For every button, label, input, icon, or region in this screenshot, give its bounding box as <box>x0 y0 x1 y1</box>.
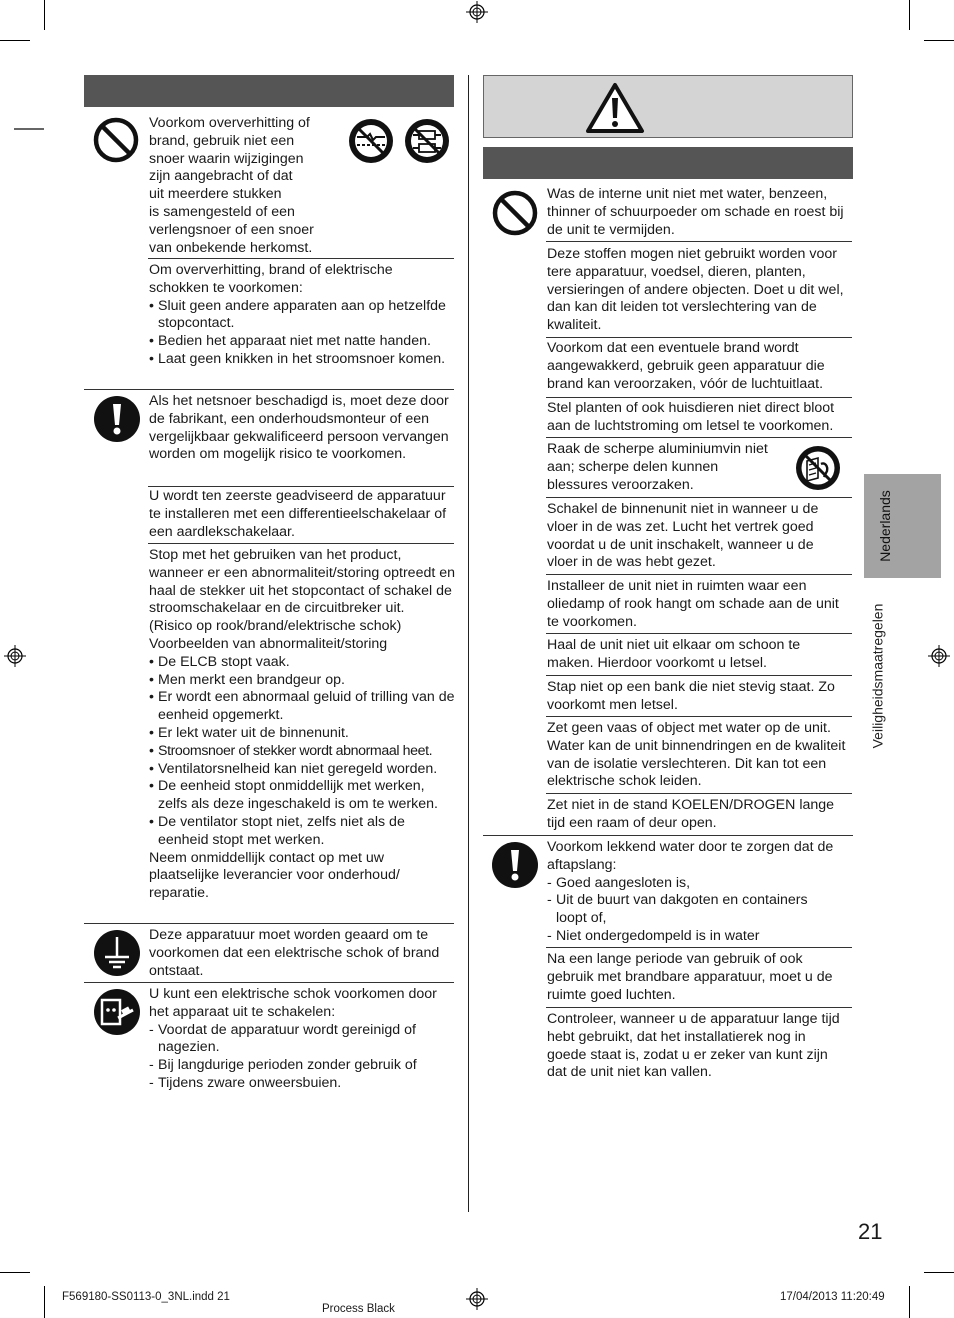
earth-ground-icon <box>93 929 141 977</box>
crop-mark <box>44 1286 45 1318</box>
r-text-8: Haal de unit niet uit elkaar om schoon te maken. Hierdoor voorkomt u letsel. <box>547 637 801 671</box>
s2-text <box>149 262 449 369</box>
r-text-5: Raak de scherpe aluminiumvin niet aan; scherpe delen kunnen blessures veroorzaken. <box>547 441 768 493</box>
s1-line: uit meerdere stukken <box>149 186 282 203</box>
crop-mark <box>909 0 910 30</box>
s5-examples-heading: Voorbeelden van abnormaliteit/storing <box>149 635 388 652</box>
bullet-item: • Men merkt een brandgeur op. <box>149 672 455 690</box>
r-text-2: Deze stoffen mogen niet gebruikt worden voor tere apparatuur, voedsel, dieren, planten, versieringen of andere objecten. Doet u dit wel, dan kan dit leiden tot verslechtering van de kwaliteit. <box>547 246 844 334</box>
dash-item: - Niet ondergedompeld is in water <box>547 928 853 946</box>
divider <box>546 947 852 948</box>
crop-mark <box>924 40 954 41</box>
registration-mark-icon <box>466 1 488 23</box>
registration-mark-icon <box>466 1288 488 1310</box>
s5-risk: (Risico op rook/brand/elektrische schok) <box>149 618 402 635</box>
s2-intro: Om oververhitting, brand of elektrische schokken te voorkomen: <box>149 262 393 296</box>
divider <box>546 716 852 717</box>
s5-text <box>149 547 455 903</box>
registration-mark-icon <box>4 645 26 667</box>
divider <box>546 633 852 634</box>
divider <box>546 337 852 338</box>
r-text-10: Zet geen vaas of object met water op de unit. Water kan de unit binnendringen en de kwaliteit van de isolatie verslechteren. Dit kan tot een elektrische schok leiden. <box>547 720 846 790</box>
s4-text: U wordt ten zeerste geadviseerd de apparatuur te installeren met een differentieelschakelaar of een aardlekschakelaar. <box>149 488 447 540</box>
no-joined-cord-icon <box>403 117 451 165</box>
r-text-1: Was de interne unit niet met water, benzeen, thinner of schuurpoeder om schade en roest bij de unit te vermijden. <box>547 186 844 238</box>
registration-mark-icon <box>928 645 950 667</box>
mandatory-icon <box>491 841 539 889</box>
divider <box>546 241 852 242</box>
s1-line: snoer waarin wijzigingen <box>149 150 304 167</box>
divider <box>546 437 852 438</box>
dash-item: - Voordat de apparatuur wordt gereinigd of nagezien. <box>149 1022 455 1058</box>
divider <box>84 982 454 983</box>
r-g2-item: Controleer, wanneer u de apparatuur lange tijd hebt gebruikt, dat het installatierek nog in goede staat is, zodat u er zeker van kunt zijn dat de unit niet kan vallen. <box>547 1011 840 1081</box>
r-text-6: Schakel de binnenunit niet in wanneer u de vloer in de was zet. Lucht het vertrek goed voordat u de unit inschakelt, wanneer u de vloer in de was hebt gezet. <box>547 501 819 571</box>
footer-file: F569180-SS0113-0_3NL.indd 21 <box>62 1291 230 1303</box>
page-number: 21 <box>858 1219 883 1244</box>
dash-item: - Tijdens zware onweersbuien. <box>149 1075 455 1093</box>
s1-line: Voorkom oververhitting of <box>149 115 310 131</box>
divider <box>546 497 852 498</box>
bullet-item: • Er wordt een abnormaal geluid of trilling van de eenheid opgemerkt. <box>149 689 455 725</box>
s7-intro: U kunt een elektrische schok voorkomen door het apparaat uit te schakelen: <box>149 986 437 1020</box>
dash-item: - Goed aangesloten is, <box>547 875 853 893</box>
divider <box>546 574 852 575</box>
crop-mark <box>44 0 45 30</box>
crop-mark <box>909 1286 910 1318</box>
r-g2-text <box>547 839 853 946</box>
language-tab-label-wrap <box>876 474 894 578</box>
footer-process: Process Black <box>322 1303 395 1315</box>
s5-intro: Stop met het gebruiken van het product, wanneer er een abnormaliteit/storing optreedt en haal de stekker uit het stopcontact of schakel de stroomschakelaar en de circuitbreker uit. <box>149 547 456 617</box>
r-text-4: Stel planten of ook huisdieren niet direct bloot aan de luchtstroming om letsel te voorkomen. <box>547 400 835 434</box>
crop-mark <box>924 1272 954 1273</box>
prohibited-icon <box>491 189 539 237</box>
divider <box>148 258 454 259</box>
unplug-icon <box>93 988 141 1036</box>
dash-item: - Bij langdurige perioden zonder gebruik of <box>149 1057 455 1075</box>
s1-text <box>149 115 344 257</box>
footer-date: 17/04/2013 11:20:49 <box>780 1291 885 1303</box>
s1-line: verlengsnoer of een snoer <box>149 221 314 238</box>
crop-mark <box>0 1272 30 1273</box>
divider <box>546 675 852 676</box>
caution-triangle-icon <box>585 82 645 134</box>
bullet-item: • Ventilatorsnelheid kan niet geregeld worden. <box>149 761 455 779</box>
bullet-item: • Bedien het apparaat niet met natte handen. <box>149 333 449 351</box>
language-tab-label: Nederlands <box>877 490 894 562</box>
bullet-item: • Sluit geen andere apparaten aan op hetzelfde stopcontact. <box>149 298 449 334</box>
s7-text <box>149 986 455 1093</box>
divider <box>84 389 454 390</box>
dash-item: - Uit de buurt van dakgoten en containers loopt of, <box>547 892 826 928</box>
s1-line: van onbekende herkomst. <box>149 239 313 256</box>
section-label-wrap <box>866 588 888 764</box>
divider <box>546 1007 852 1008</box>
margin-mark <box>14 128 44 130</box>
bullet-item: • Stroomsnoer of stekker wordt abnormaal heet. <box>149 743 455 761</box>
crop-mark <box>0 40 30 41</box>
r-text-3: Voorkom dat een eventuele brand wordt aangewakkerd, gebruik geen apparatuur die brand kan veroorzaken, vóór de luchtuitlaat. <box>547 340 825 392</box>
r-text-7: Installeer de unit niet in ruimten waar een oliedamp of rook hangt om schade aan de unit te voorkomen. <box>547 578 839 630</box>
s6-text: Deze apparatuur moet worden geaard om te voorkomen dat een elektrische schok of brand ontstaat. <box>149 927 440 979</box>
bullet-item: • Laat geen knikken in het stroomsnoer komen. <box>149 351 449 369</box>
divider <box>148 543 454 544</box>
s5-outro: Neem onmiddellijk contact op met uw plaatselijke leverancier voor onderhoud/ reparatie. <box>149 849 400 902</box>
prohibited-icon <box>92 116 140 164</box>
divider <box>483 835 853 836</box>
column-divider <box>468 75 469 1212</box>
no-modified-cord-icon <box>347 117 395 165</box>
divider <box>84 923 454 924</box>
bullet-item: • De eenheid stopt onmiddellijk met werken, zelfs als deze ingeschakeld is om te werken. <box>149 778 455 814</box>
divider <box>546 793 852 794</box>
s1-line: brand, gebruik niet een <box>149 132 295 149</box>
divider <box>148 486 454 487</box>
r-g2-item: Na een lange periode van gebruik of ook gebruik met brandbare apparatuur, moet u de ruimte goed luchten. <box>547 951 833 1003</box>
divider <box>546 397 852 398</box>
g2-intro: Voorkom lekkend water door te zorgen dat de aftapslang: <box>547 839 834 873</box>
s3-text: Als het netsnoer beschadigd is, moet deze door de fabrikant, een onderhoudsmonteur of een vergelijkbaar gekwalificeerd persoon vervangen worden om mogelijk risico te voorkomen. <box>149 393 449 463</box>
bullet-item: • Er lekt water uit de binnenunit. <box>149 725 455 743</box>
bullet-item: • De ELCB stopt vaak. <box>149 654 455 672</box>
right-header-bar <box>483 147 853 179</box>
caution-banner <box>483 75 853 138</box>
left-header-bar <box>84 75 454 107</box>
bullet-item: • De ventilator stopt niet, zelfs niet als de eenheid stopt met werken. <box>149 814 455 850</box>
no-touch-sharp-fin-icon <box>794 444 842 492</box>
s1-line: is samengesteld of een <box>149 203 295 220</box>
section-label: Veiligheidsmaatregelen <box>869 603 886 749</box>
r-text-9: Stap niet op een bank die niet stevig staat. Zo voorkomt men letsel. <box>547 679 835 713</box>
mandatory-icon <box>93 395 141 443</box>
s1-line: zijn aangebracht of dat <box>149 168 293 185</box>
r-text-11: Zet niet in de stand KOELEN/DROGEN lange tijd een raam of deur open. <box>547 797 835 831</box>
